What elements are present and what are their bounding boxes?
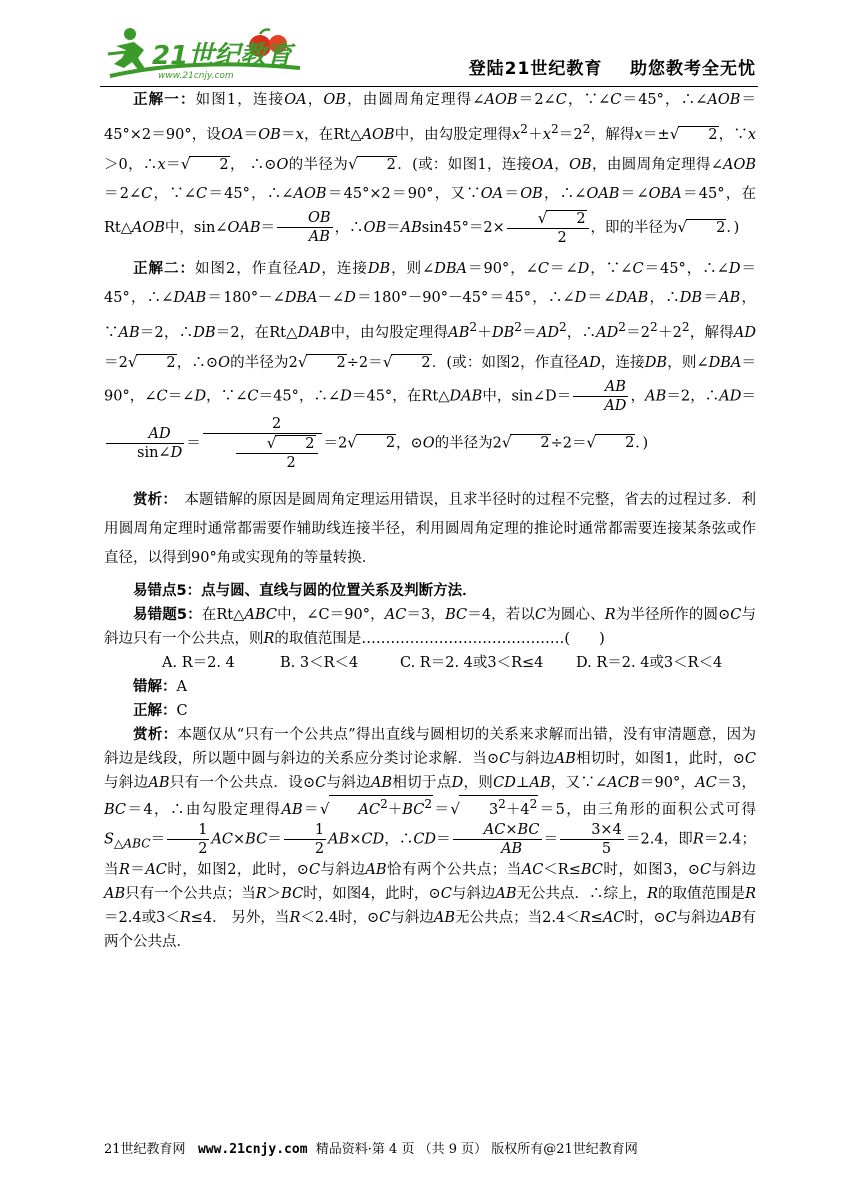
page-header [100, 18, 758, 88]
logo-url: www.21cnjy.com [158, 71, 234, 81]
analysis-two: 赏析：本题仅从“只有一个公共点”得出直线与圆相切的关系来求解而出错，没有审清题意，因为斜边是线段，所以题中圆与斜边的关系应分类讨论求解．当⊙C与斜边AB相切时，如图1，此时，⊙C与斜边AB只有一个公共点．设⊙C与斜边AB相切于点D，则CD⊥AB，又∵∠ACB＝90°，AC＝3，BC＝4，∴由勾股定理得AB＝√ $AC^2+BC^2=√$ $3^2+4^2=5$，由三角形的面积公式可得$S_{\triangle ABC}=$ $\frac{1}{2}$ AC×BC＝ $\frac{1}{2}$ AB×CD，∴CD＝ $\frac{AC\times BC}{AB}$ ＝ $\frac{3\times 4}{5}$ ＝2.4，即R＝2.4；当R＝AC时，如图2，此时，⊙C与斜边AB恰有两个公共点；当AC＜R≤BC时，如图3，⊙C与斜边AB只有一个公共点；当R＞BC时，如图4，此时，⊙C与斜边AB无公共点．∴综上，R的取值范围是R＝2.4或3＜R≤4． 另外，当R＜2.4时，⊙C与斜边AB无公共点；当2.4＜R≤AC时，⊙C与斜边AB有两个公共点． [104, 726, 757, 951]
solution-two-label: 正解二： [133, 260, 195, 277]
analysis-two-label: 赏析： [133, 726, 178, 743]
logo-text: 21世纪教育 [152, 41, 293, 71]
logo [100, 24, 310, 84]
solution-two: 正解二：如图2，作直径AD，连接DB，则∠DBA＝90°，∠C＝∠D，∵∠C＝45°，∴∠D＝45°，∴∠DAB＝180°－∠DBA－∠D＝180°－90°－45°＝45°，∴∠D＝∠DAB，∴DB＝AB，∵AB＝2，∴DB＝2，在Rt△DAB中，由勾股定理得$AB^2+DB^2=AD^2$，$\therefore AD^2=2^2+2^2$，解得AD＝2√ 2，∴⊙O的半径为2√ 2÷2＝√ 2．(或：如图2，作直径AD，连接DB，则∠DBA＝90°，∠C＝∠D，∵∠C＝45°，∴∠D＝45°，在Rt△DAB中，sin∠D＝ $\frac{AB}{AD}$ ，AB＝2，∴AD＝ $\frac{AD}{\sin\angle D}$ ＝ $\frac{2}{\frac{√ 2}{2}}$ ＝2√ 2，⊙O的半径为2√ 2÷2＝√ 2．) [104, 260, 757, 471]
page-footer [104, 1138, 756, 1157]
error-point-5: 易错点5：点与圆、直线与圆的位置关系及判断方法． [133, 582, 477, 599]
analysis-one: 赏析： 本题错解的原因是圆周角定理运用错误，且求半径时的过程不完整，省去的过程过多．利用圆周角定理时通常都需要作辅助线连接半径，利用圆周角定理的推论时通常都需要连接某条弦或作直径，以得到90°角或实现角的等量转换． [104, 491, 756, 566]
solution-one: 正解一：如图1，连接OA，OB，由圆周角定理得∠AOB＝2∠C，∵∠C＝45°，∴∠AOB＝45°×2＝90°，设OA＝OB＝x，在Rt△AOB中，由勾股定理得$x^2+x^2=2^2$，解得x＝±√ 2，∵x＞0，∴x＝√ 2， ∴⊙O的半径为√ 2．(或：如图1，连接OA，OB，由圆周角定理得∠AOB＝2∠C，∵∠C＝45°，∴∠AOB＝45°×2＝90°，又∵OA＝OB，∴∠OAB＝∠OBA＝45°，在Rt△AOB中，sin∠OAB＝ $\frac{OB}{AB}$ ，∴OB＝ABsin45°＝2× $\frac{√ 2}{2}$ ，即的半径为√ 2．) [104, 92, 757, 246]
document-body [104, 86, 756, 954]
wrong-answer: 错解：A [133, 678, 187, 695]
right-answer: 正解：C [133, 702, 188, 719]
analysis-one-label: 赏析： [133, 491, 170, 508]
options [104, 651, 756, 675]
solution-one-label: 正解一： [133, 92, 196, 108]
option-a: A. R＝2. 4 [162, 654, 235, 671]
footer-info: 精品资料·第 4 页 （共 9 页） 版权所有@21世纪教育网 [315, 1142, 638, 1157]
question-5-label: 易错题5： [133, 606, 202, 623]
option-d: D. R＝2. 4或3＜R＜4 [576, 654, 723, 671]
question-5: 易错题5：在Rt△ABC中，∠C＝90°，AC＝3，BC＝4，若以C为圆心、R为半径所作的圆⊙C与斜边只有一个公共点，则R的取值范围是……………………………………( ) [104, 606, 757, 647]
option-c: C. R＝2. 4或3＜R≤4 [400, 654, 544, 671]
footer-site: 21世纪教育网 [104, 1142, 186, 1157]
option-b: B. 3＜R＜4 [280, 654, 359, 671]
footer-web[interactable]: www.21cnjy.com [197, 1142, 308, 1157]
header-slogan: 登陆21世纪教育 助您教考全无忧 [468, 59, 756, 79]
